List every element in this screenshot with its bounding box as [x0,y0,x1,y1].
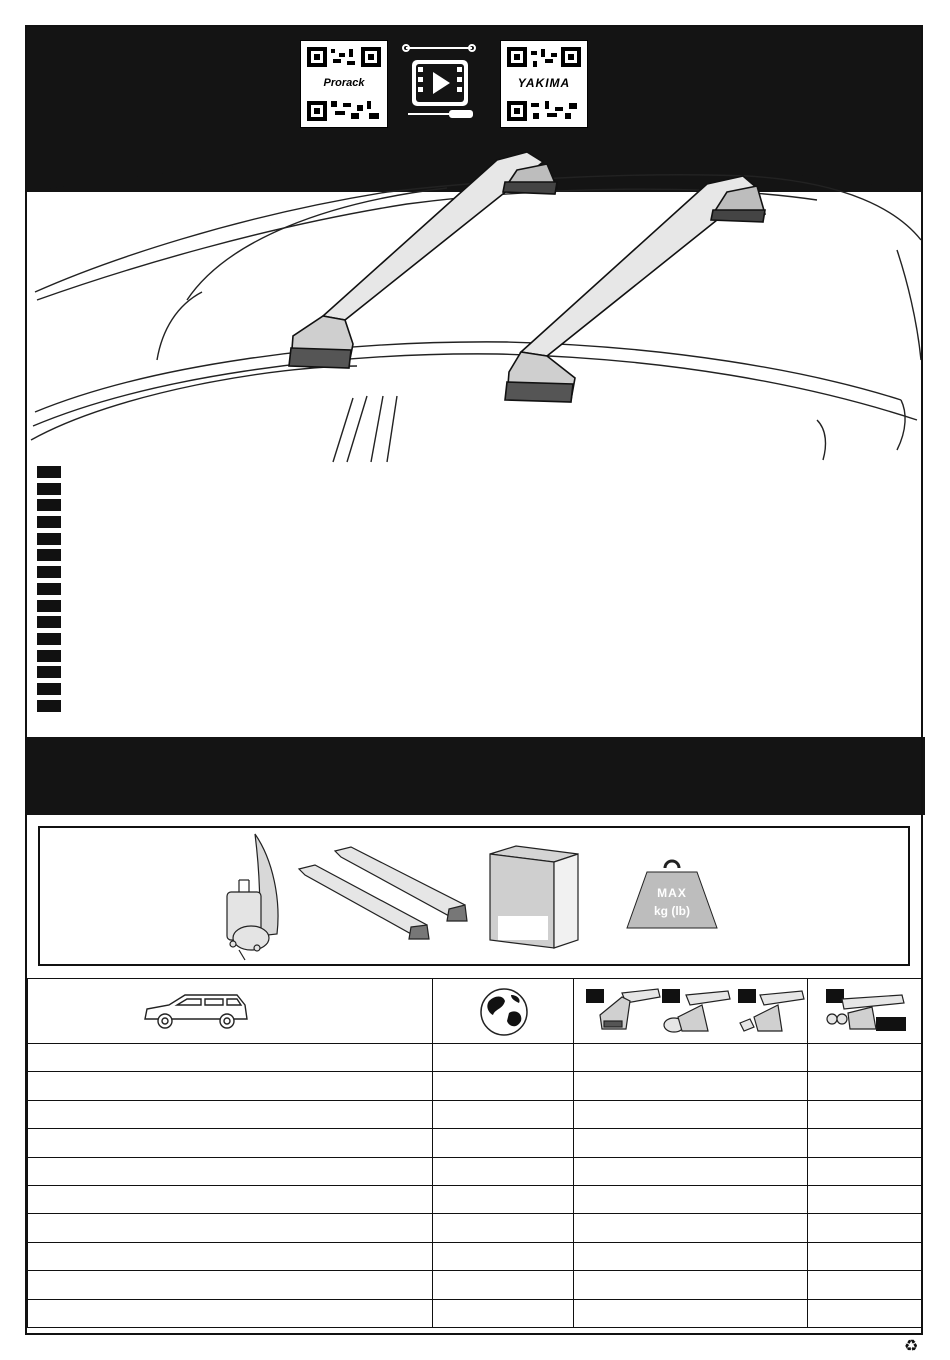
qr-label-yakima: YAKIMA [511,75,577,91]
recycle-icon: ♻ [904,1338,919,1355]
page-frame [25,25,923,1335]
qr-label-prorack: Prorack [311,75,377,91]
weight-max-label: MAX [657,886,687,900]
weight-unit-label: kg (lb) [654,904,690,918]
